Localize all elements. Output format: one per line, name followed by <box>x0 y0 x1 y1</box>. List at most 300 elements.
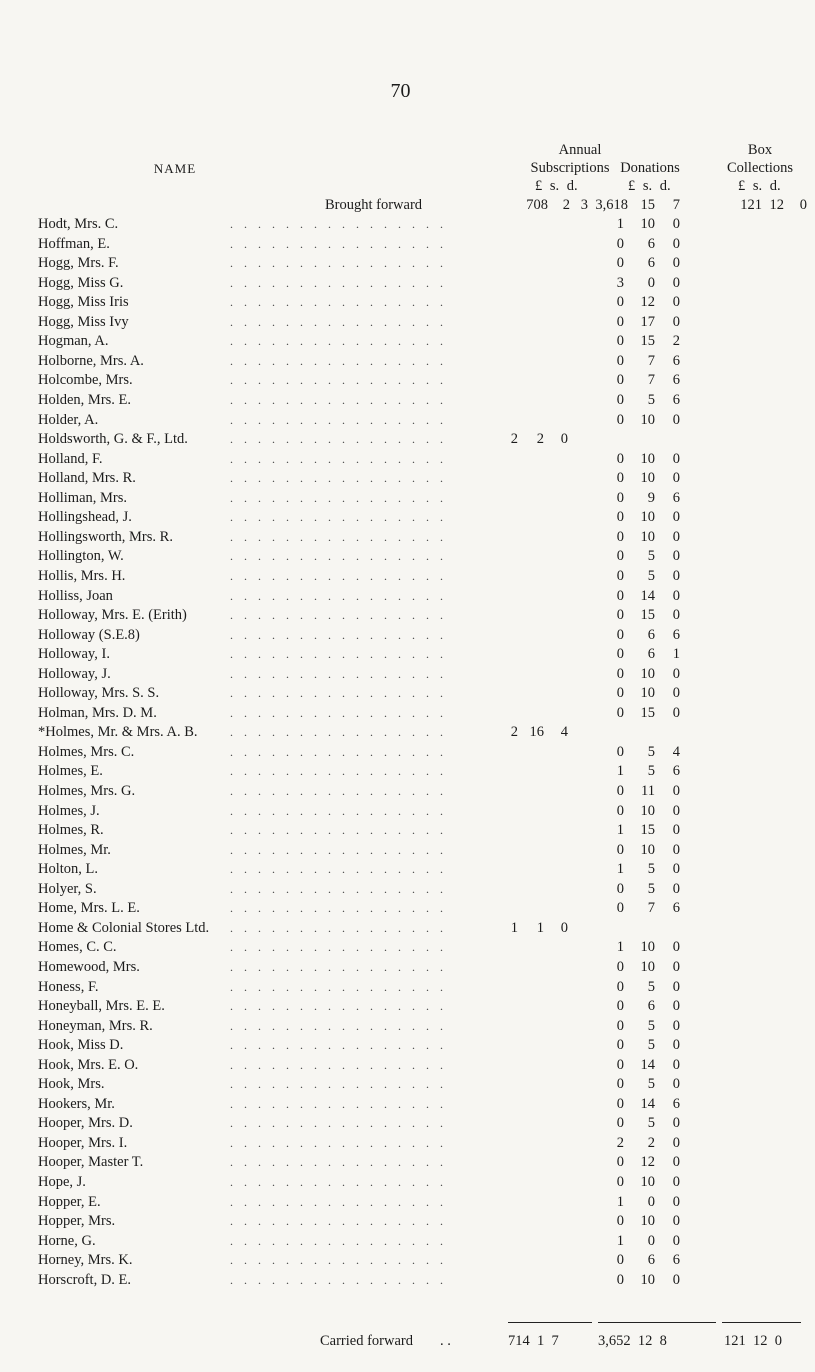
donation-shillings: 5 <box>647 548 655 565</box>
donor-name: Hollingsworth, Mrs. R. <box>38 528 173 545</box>
donor-name: Holland, Mrs. R. <box>38 470 136 487</box>
donation-pounds: 0 <box>616 1076 624 1093</box>
donor-name: Hope, J. <box>38 1174 86 1190</box>
donor-name: Hooper, Master T. <box>38 1154 144 1171</box>
leader-dots: . . . . . . . . . . . . . . . . <box>230 959 447 974</box>
donation-pounds: 0 <box>616 372 624 389</box>
list-item <box>0 411 801 430</box>
donation-pence: 0 <box>672 704 680 721</box>
donation-shillings: 6 <box>647 998 655 1014</box>
donation-shillings: 15 <box>640 822 655 839</box>
leader-dots: . . . . . . . . . . . . . . . . <box>230 1135 447 1150</box>
leader-dots: . . . . . . . . . . . . . . . . <box>230 725 447 740</box>
donation-pence: 6 <box>672 900 680 917</box>
donor-name: Hook, Mrs. E. O. <box>38 1056 139 1073</box>
donation-pence: 0 <box>672 802 680 819</box>
list-item <box>0 1251 801 1270</box>
donor-name: Holloway, I. <box>38 646 110 663</box>
donor-name: Horney, Mrs. K. <box>38 1252 133 1269</box>
donor-name: Holmes, Mr. <box>38 841 111 858</box>
list-item <box>0 919 801 938</box>
donation-shillings: 10 <box>640 450 655 467</box>
header-annual-line2: Subscriptions <box>530 160 610 176</box>
donor-name: Hollington, W. <box>38 548 124 565</box>
donation-pence: 0 <box>672 998 680 1014</box>
header-donations: Donations <box>620 160 680 176</box>
list-item <box>0 1114 801 1133</box>
donation-pence: 0 <box>672 1056 680 1073</box>
donation-shillings: 7 <box>647 352 655 369</box>
list-item <box>0 626 801 645</box>
donation-pence: 0 <box>672 783 680 799</box>
donor-name: Hook, Miss D. <box>38 1037 124 1054</box>
list-item <box>0 1056 801 1075</box>
leader-dots: . . . . . . . . . . . . . . . . <box>230 608 447 622</box>
donation-pounds: 0 <box>616 880 624 897</box>
header-box-line1: Box <box>747 142 773 158</box>
list-item <box>0 958 801 977</box>
donor-name: Holyer, S. <box>38 880 97 897</box>
leader-dots: . . . . . . . . . . . . . . . . <box>230 686 447 701</box>
donation-pence: 6 <box>672 489 680 506</box>
annual-pounds: 1 <box>510 919 518 936</box>
donation-pounds: 0 <box>616 1115 624 1132</box>
donation-pence: 0 <box>672 548 680 565</box>
list-item <box>0 274 801 293</box>
box-pence: 0 <box>799 197 807 213</box>
donation-pence: 0 <box>672 509 680 526</box>
donation-pence: 0 <box>672 1037 680 1054</box>
donation-shillings: 11 <box>641 783 655 799</box>
donor-name: Holmes, J. <box>38 802 100 819</box>
donor-name: Holliman, Mrs. <box>38 489 128 506</box>
donations-total-rule <box>598 1322 716 1323</box>
list-item <box>0 215 801 234</box>
donation-shillings: 10 <box>640 216 655 232</box>
donation-pounds: 0 <box>616 548 624 565</box>
donor-name: Horne, G. <box>38 1232 96 1249</box>
donation-pence: 0 <box>672 1232 680 1249</box>
donation-shillings: 10 <box>640 685 655 702</box>
list-item <box>0 430 801 449</box>
list-item <box>0 371 801 390</box>
donation-shillings: 5 <box>647 743 655 760</box>
list-item <box>0 547 801 566</box>
leader-dots: . . . . . . . . . . . . . . . . <box>230 920 447 935</box>
donation-shillings: 14 <box>640 1056 655 1073</box>
leader-dots: . . . . . . . . . . . . . . . . <box>230 940 447 955</box>
list-item <box>0 313 801 332</box>
list-item <box>0 508 801 527</box>
leader-dots: . . . . . . . . . . . . . . . . <box>230 393 447 407</box>
donation-shillings: 10 <box>640 528 655 545</box>
donation-pounds: 0 <box>616 509 624 526</box>
donor-name: Holloway (S.E.8) <box>38 626 140 643</box>
list-item <box>0 782 801 801</box>
donation-shillings: 5 <box>647 567 655 584</box>
donor-name: Holman, Mrs. D. M. <box>38 704 157 721</box>
leader-dots: . . . . . . . . . . . . . . . . <box>230 275 447 290</box>
list-item <box>0 606 801 625</box>
donation-shillings: 5 <box>647 1076 655 1093</box>
donation-pounds: 0 <box>616 841 624 858</box>
donation-pence: 6 <box>672 392 680 408</box>
donation-pence: 0 <box>672 587 680 604</box>
donation-pence: 6 <box>672 626 680 643</box>
list-item <box>0 1036 801 1055</box>
leader-dots: . . . . . . . . . . . . . . . . <box>230 1253 447 1268</box>
list-item <box>0 938 801 957</box>
carried-forward-dots: . . <box>440 1333 451 1349</box>
donation-pence: 0 <box>672 861 680 878</box>
donation-pence: 0 <box>672 528 680 545</box>
annual-shillings: 1 <box>536 919 544 936</box>
leader-dots: . . . . . . . . . . . . . . . . <box>230 314 447 329</box>
donation-pence: 6 <box>672 1095 680 1112</box>
donation-pounds: 0 <box>616 411 624 428</box>
leader-dots: . . . . . . . . . . . . . . . . <box>230 256 447 271</box>
units-donations: £ s. d. <box>628 178 671 194</box>
donation-shillings: 6 <box>647 646 655 663</box>
donation-shillings: 10 <box>640 939 655 956</box>
leader-dots: . . . . . . . . . . . . . . . . <box>230 236 447 251</box>
donation-pounds: 0 <box>616 392 624 408</box>
box-total-rule <box>722 1322 801 1323</box>
donor-name: Hogman, A. <box>38 333 109 350</box>
donation-pounds: 1 <box>616 822 624 839</box>
donation-pence: 0 <box>672 216 680 232</box>
list-item <box>0 821 801 840</box>
donation-pence: 0 <box>672 607 680 623</box>
donation-shillings: 10 <box>640 841 655 858</box>
donation-pounds: 0 <box>616 802 624 819</box>
donation-shillings: 5 <box>647 392 655 408</box>
donation-shillings: 5 <box>647 861 655 878</box>
list-item <box>0 235 801 254</box>
donation-shillings: 5 <box>647 763 655 780</box>
leader-dots: . . . . . . . . . . . . . . . . <box>230 999 447 1013</box>
donor-name: Holdsworth, G. & F., Ltd. <box>38 431 188 448</box>
leader-dots: . . . . . . . . . . . . . . . . <box>230 862 447 877</box>
donation-shillings: 10 <box>640 1174 655 1190</box>
annual-pounds: 708 <box>526 197 548 213</box>
donor-name: Hooper, Mrs. I. <box>38 1134 128 1151</box>
donation-pence: 0 <box>672 1076 680 1093</box>
leader-dots: . . . . . . . . . . . . . . . . <box>230 353 447 368</box>
donor-name: Hooper, Mrs. D. <box>38 1115 133 1132</box>
donor-name: Holloway, Mrs. S. S. <box>38 685 160 702</box>
leader-dots: . . . . . . . . . . . . . . . . <box>230 1116 447 1131</box>
donation-pence: 0 <box>672 685 680 702</box>
leader-dots: . . . . . . . . . . . . . . . . <box>230 510 447 525</box>
list-item <box>0 254 801 273</box>
donation-pence: 0 <box>672 235 680 252</box>
leader-dots: . . . . . . . . . . . . . . . . <box>230 588 447 603</box>
list-item <box>0 1193 801 1212</box>
leader-dots: . . . . . . . . . . . . . . . . <box>230 490 447 505</box>
donation-pounds: 0 <box>616 607 624 623</box>
donation-pounds: 1 <box>616 1193 624 1210</box>
donation-pounds: 0 <box>616 255 624 272</box>
donation-pence: 0 <box>672 294 680 311</box>
donor-name: Holmes, R. <box>38 822 104 839</box>
donation-shillings: 15 <box>640 607 655 623</box>
list-item <box>0 1173 801 1192</box>
donor-name: Horscroft, D. E. <box>38 1271 132 1288</box>
donor-name: Holloway, Mrs. E. (Erith) <box>38 607 187 623</box>
donor-name: Holder, A. <box>38 411 99 428</box>
donation-pence: 6 <box>672 763 680 780</box>
list-item <box>0 723 801 742</box>
donation-shillings: 9 <box>647 489 655 506</box>
donation-pounds: 1 <box>616 216 624 232</box>
box-shillings: 12 <box>769 197 784 213</box>
leader-dots: . . . . . . . . . . . . . . . . <box>230 217 447 231</box>
donation-shillings: 12 <box>640 1154 655 1171</box>
donor-name: Holden, Mrs. E. <box>38 392 132 408</box>
annual-pounds: 2 <box>510 724 518 741</box>
donation-pounds: 1 <box>616 1232 624 1249</box>
header-name: NAME <box>153 161 197 176</box>
donation-shillings: 10 <box>640 665 655 682</box>
leader-dots: . . . . . . . . . . . . . . . . <box>230 1194 447 1209</box>
donor-name: Homewood, Mrs. <box>38 958 140 975</box>
donation-pounds: 0 <box>616 294 624 311</box>
donation-pence: 0 <box>672 1154 680 1171</box>
box-pounds: 121 <box>740 197 762 213</box>
donor-name: Homes, C. C. <box>38 939 117 956</box>
donor-name: Home, Mrs. L. E. <box>38 900 140 917</box>
donation-pence: 0 <box>672 841 680 858</box>
donor-name: Holland, F. <box>38 450 103 467</box>
donor-name: Hoffman, E. <box>38 235 110 252</box>
donation-pence: 7 <box>672 197 680 213</box>
donor-name: Honess, F. <box>38 978 99 995</box>
leader-dots: . . . . . . . . . . . . . . . . <box>230 1155 447 1170</box>
list-item <box>0 352 801 371</box>
donation-shillings: 5 <box>647 880 655 897</box>
donation-pence: 0 <box>672 1271 680 1288</box>
donor-name: Holton, L. <box>38 861 99 878</box>
list-item <box>0 1212 801 1231</box>
list-item <box>0 1153 801 1172</box>
donation-pence: 0 <box>672 470 680 487</box>
leader-dots: . . . . . . . . . . . . . . . . <box>230 1038 447 1053</box>
donation-pounds: 0 <box>616 743 624 760</box>
donation-shillings: 0 <box>647 274 655 291</box>
donation-shillings: 6 <box>647 1252 655 1269</box>
donation-pounds: 0 <box>616 685 624 702</box>
leader-dots: . . . . . . . . . . . . . . . . <box>230 1272 447 1287</box>
list-item <box>0 841 801 860</box>
donor-name: Holmes, E. <box>38 763 103 780</box>
carried-forward-label: Carried forward <box>320 1333 413 1349</box>
annual-pence: 4 <box>560 724 568 741</box>
donation-pounds: 2 <box>616 1134 624 1151</box>
donation-shillings: 10 <box>640 802 655 819</box>
list-item <box>0 880 801 899</box>
header-annual-line1: Annual <box>558 142 602 158</box>
brought-forward-row <box>0 196 807 215</box>
donation-pounds: 0 <box>616 1154 624 1171</box>
donor-name: Holcombe, Mrs. <box>38 372 133 389</box>
donation-pounds: 0 <box>616 998 624 1014</box>
donation-pounds: 0 <box>616 783 624 799</box>
list-item <box>0 802 801 821</box>
donation-pounds: 0 <box>616 1017 624 1034</box>
donation-pence: 0 <box>672 313 680 330</box>
list-item <box>0 899 801 918</box>
donor-name: Hodt, Mrs. C. <box>38 216 119 232</box>
list-item <box>0 469 801 488</box>
donation-pounds: 1 <box>616 861 624 878</box>
list-item <box>0 743 801 762</box>
list-item <box>0 567 801 586</box>
donation-shillings: 10 <box>640 1213 655 1230</box>
list-item <box>0 860 801 879</box>
donor-name: Hollis, Mrs. H. <box>38 567 126 584</box>
donation-shillings: 6 <box>647 235 655 252</box>
donation-pence: 1 <box>672 646 680 663</box>
leader-dots: . . . . . . . . . . . . . . . . <box>230 901 447 916</box>
list-item <box>0 978 801 997</box>
leader-dots: . . . . . . . . . . . . . . . . <box>230 823 447 838</box>
donor-name: Holliss, Joan <box>38 587 113 604</box>
donation-pounds: 0 <box>616 352 624 369</box>
donation-pounds: 0 <box>616 1252 624 1269</box>
donation-pence: 0 <box>672 411 680 428</box>
donation-pence: 0 <box>672 567 680 584</box>
list-item <box>0 704 801 723</box>
annual-shillings: 2 <box>562 197 570 213</box>
leader-dots: . . . . . . . . . . . . . . . . <box>230 979 447 994</box>
donor-name: Holmes, Mrs. G. <box>38 783 136 799</box>
donor-name: Hookers, Mr. <box>38 1095 115 1112</box>
donation-pounds: 0 <box>616 235 624 252</box>
leader-dots: . . . . . . . . . . . . . . . . <box>230 1096 447 1111</box>
leader-dots: . . . . . . . . . . . . . . . . <box>230 1018 447 1033</box>
donation-shillings: 12 <box>640 294 655 311</box>
list-item <box>0 1017 801 1036</box>
list-item <box>0 1271 801 1290</box>
leader-dots: . . . . . . . . . . . . . . . . <box>230 627 447 642</box>
donation-pounds: 1 <box>616 763 624 780</box>
leader-dots: . . . . . . . . . . . . . . . . <box>230 705 447 720</box>
donation-pence: 0 <box>672 1213 680 1230</box>
list-item <box>0 1075 801 1094</box>
donation-shillings: 10 <box>640 1271 655 1288</box>
donation-pence: 0 <box>672 1115 680 1132</box>
donation-pence: 0 <box>672 274 680 291</box>
list-item <box>0 332 801 351</box>
donation-pence: 0 <box>672 880 680 897</box>
donation-pence: 0 <box>672 255 680 272</box>
leader-dots: . . . . . . . . . . . . . . . . <box>230 744 447 759</box>
leader-dots: . . . . . . . . . . . . . . . . <box>230 1233 447 1248</box>
donation-pounds: 0 <box>616 958 624 975</box>
leader-dots: . . . . . . . . . . . . . . . . <box>230 881 447 896</box>
donation-shillings: 7 <box>647 372 655 389</box>
leader-dots: . . . . . . . . . . . . . . . . <box>230 432 447 447</box>
donation-pence: 0 <box>672 1193 680 1210</box>
donor-name: Holborne, Mrs. A. <box>38 352 144 369</box>
donation-pence: 0 <box>672 450 680 467</box>
leader-dots: . . . . . . . . . . . . . . . . <box>230 666 447 681</box>
donor-name: Honeyball, Mrs. E. E. <box>38 998 165 1014</box>
carried-forward-donations: 3,652 12 8 <box>598 1333 667 1349</box>
donation-pounds: 0 <box>616 1213 624 1230</box>
donation-shillings: 15 <box>640 704 655 721</box>
list-item <box>0 1134 801 1153</box>
donor-name: Hogg, Miss Iris <box>38 294 129 311</box>
list-item <box>0 391 801 410</box>
donation-pounds: 0 <box>616 665 624 682</box>
donation-shillings: 5 <box>647 1115 655 1132</box>
donation-pounds: 0 <box>616 646 624 663</box>
donation-shillings: 17 <box>640 313 655 330</box>
donor-name: Hollingshead, J. <box>38 509 132 526</box>
donation-pence: 0 <box>672 1174 680 1190</box>
donor-name: Holmes, Mrs. C. <box>38 743 135 760</box>
donation-pounds: 0 <box>616 587 624 604</box>
leader-dots: . . . . . . . . . . . . . . . . <box>230 471 447 486</box>
donor-name: Hogg, Miss G. <box>38 274 124 291</box>
leader-dots: . . . . . . . . . . . . . . . . <box>230 842 447 857</box>
donation-pence: 6 <box>672 1252 680 1269</box>
leader-dots: . . . . . . . . . . . . . . . . <box>230 549 447 564</box>
donation-pence: 4 <box>672 743 680 760</box>
donation-pence: 0 <box>672 939 680 956</box>
donation-pounds: 0 <box>616 567 624 584</box>
annual-shillings: 16 <box>529 724 544 741</box>
carried-forward-annual: 714 1 7 <box>508 1333 559 1349</box>
leader-dots: . . . . . . . . . . . . . . . . <box>230 568 447 583</box>
list-item <box>0 587 801 606</box>
annual-pence: 0 <box>560 431 568 448</box>
carried-forward-box: 121 12 0 <box>724 1333 782 1349</box>
donation-pence: 6 <box>672 352 680 369</box>
donation-shillings: 14 <box>640 1095 655 1112</box>
donation-shillings: 10 <box>640 411 655 428</box>
donor-name: Home & Colonial Stores Ltd. <box>38 919 210 936</box>
donation-pounds: 0 <box>616 333 624 350</box>
donation-pounds: 0 <box>616 1271 624 1288</box>
donation-shillings: 14 <box>640 587 655 604</box>
donation-shillings: 6 <box>647 626 655 643</box>
donation-pounds: 1 <box>616 939 624 956</box>
leader-dots: . . . . . . . . . . . . . . . . <box>230 451 447 466</box>
leader-dots: . . . . . . . . . . . . . . . . <box>230 1077 447 1092</box>
donation-pounds: 3,618 <box>595 197 628 213</box>
donation-pence: 0 <box>672 822 680 839</box>
donation-shillings: 5 <box>647 1017 655 1034</box>
donation-pence: 0 <box>672 1017 680 1034</box>
donation-pence: 0 <box>672 1134 680 1151</box>
donation-pounds: 3 <box>616 274 624 291</box>
leader-dots: . . . . . . . . . . . . . . . . <box>230 1175 447 1189</box>
donor-name: Hook, Mrs. <box>38 1076 105 1093</box>
donation-pounds: 0 <box>616 313 624 330</box>
list-item <box>0 528 801 547</box>
donation-shillings: 15 <box>640 333 655 350</box>
donation-shillings: 2 <box>647 1134 655 1151</box>
donation-shillings: 15 <box>640 197 655 213</box>
list-item <box>0 1232 801 1251</box>
donation-pence: 0 <box>672 665 680 682</box>
donation-pounds: 0 <box>616 978 624 995</box>
page-number: 70 <box>390 80 411 102</box>
list-item <box>0 293 801 312</box>
